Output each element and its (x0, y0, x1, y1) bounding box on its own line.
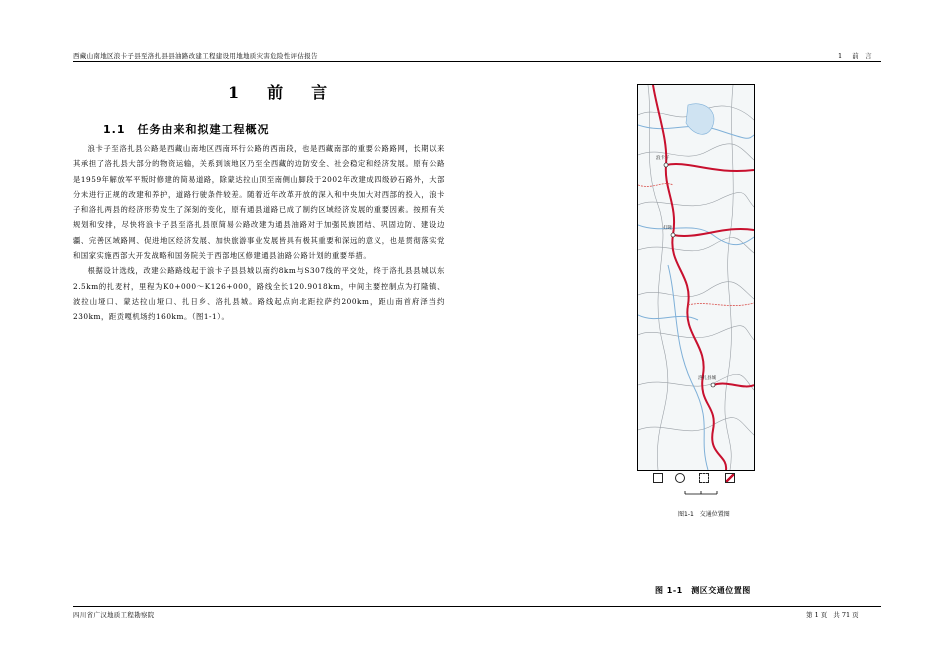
map-legend (653, 472, 743, 486)
header-chapter-name: 前 言 (852, 52, 872, 60)
footer-total: 共 71 页 (833, 611, 859, 619)
footer-page: 第 1 页 (806, 611, 828, 619)
footer-rule (73, 606, 881, 607)
paragraph-2: 根据设计选线，改建公路路线起于浪卡子县县城以南约8km与S307线的平交处，终于洛扎县县城以东2.5km的扎麦村，里程为K0+000～K126+000，路线全长120.9018km，中间主要控制点为打隆镇、波拉山垭口、蒙达拉山垭口、扎日乡、洛扎县城。路线起点向北距拉萨约200km，距山南首府泽当约230km，距贡嘎机场约160km。（图1-1）。 (73, 266, 445, 322)
header-chapter (838, 51, 882, 60)
map-drawing (638, 85, 754, 470)
paragraph-1: 浪卡子至洛扎县公路是西藏山南地区西南环行公路的西南段，也是西藏南部的重要公路路网，长期以来其承担了洛扎县大部分的物资运输，关系到该地区乃至全西藏的边防安全、社会稳定和经济发展。原有公路是1959年解放军平叛时修建的简易道路，除蒙达拉山顶至南侧山脚段于2002年改建成四级砂石路外，大部分未进行正规的改建和养护，道路行驶条件较差。随着近年改革开放的深入和中央加大对西部的投入，浪卡子和洛扎两县的经济形势发生了深刻的变化，原有通县道路已成了制约区域经济发展的重要因素。按照有关规划和安排，尽快将浪卡子县至洛扎县原简易公路改建为通县油路对于加强民族团结、巩固边防、建设边疆、完善区域路网、促进地区经济发展、加快旅游事业发展皆具有极其重要和深远的意义，也是贯彻落实党和国家实施西部大开发战略和国务院关于西部地区修建通县油路公路计划的重要举措。 (73, 144, 445, 261)
legend-town-icon (653, 473, 663, 483)
chapter-title: 1 前 言 (228, 83, 334, 102)
figure-caption: 图 1-1 测区交通位置图 (655, 586, 751, 595)
map-label-luozha: 洛扎县城 (698, 376, 716, 381)
map-label-langkazi: 浪卡子 (656, 156, 670, 161)
footer-institute: 四川省广汉地质工程勘察院 (73, 611, 155, 619)
footer-pagination (806, 610, 865, 619)
legend-village-icon (675, 473, 685, 483)
legend-boundary-icon (699, 473, 709, 483)
legend-road-icon (725, 473, 735, 483)
header-chapter-no: 1 (838, 52, 843, 60)
map-caption: 图1-1 交通位置图 (678, 511, 730, 518)
traffic-location-map (637, 84, 755, 471)
header-report-title: 西藏山南地区浪卡子县至洛扎县县油路改建工程建设用地地质灾害危险性评估报告 (73, 52, 318, 60)
body-text (73, 141, 445, 325)
scale-bar (683, 488, 719, 498)
header-rule (73, 61, 881, 62)
section-title: 1.1 任务由来和拟建工程概况 (103, 123, 270, 136)
map-label-dalong: 打隆 (663, 226, 672, 231)
